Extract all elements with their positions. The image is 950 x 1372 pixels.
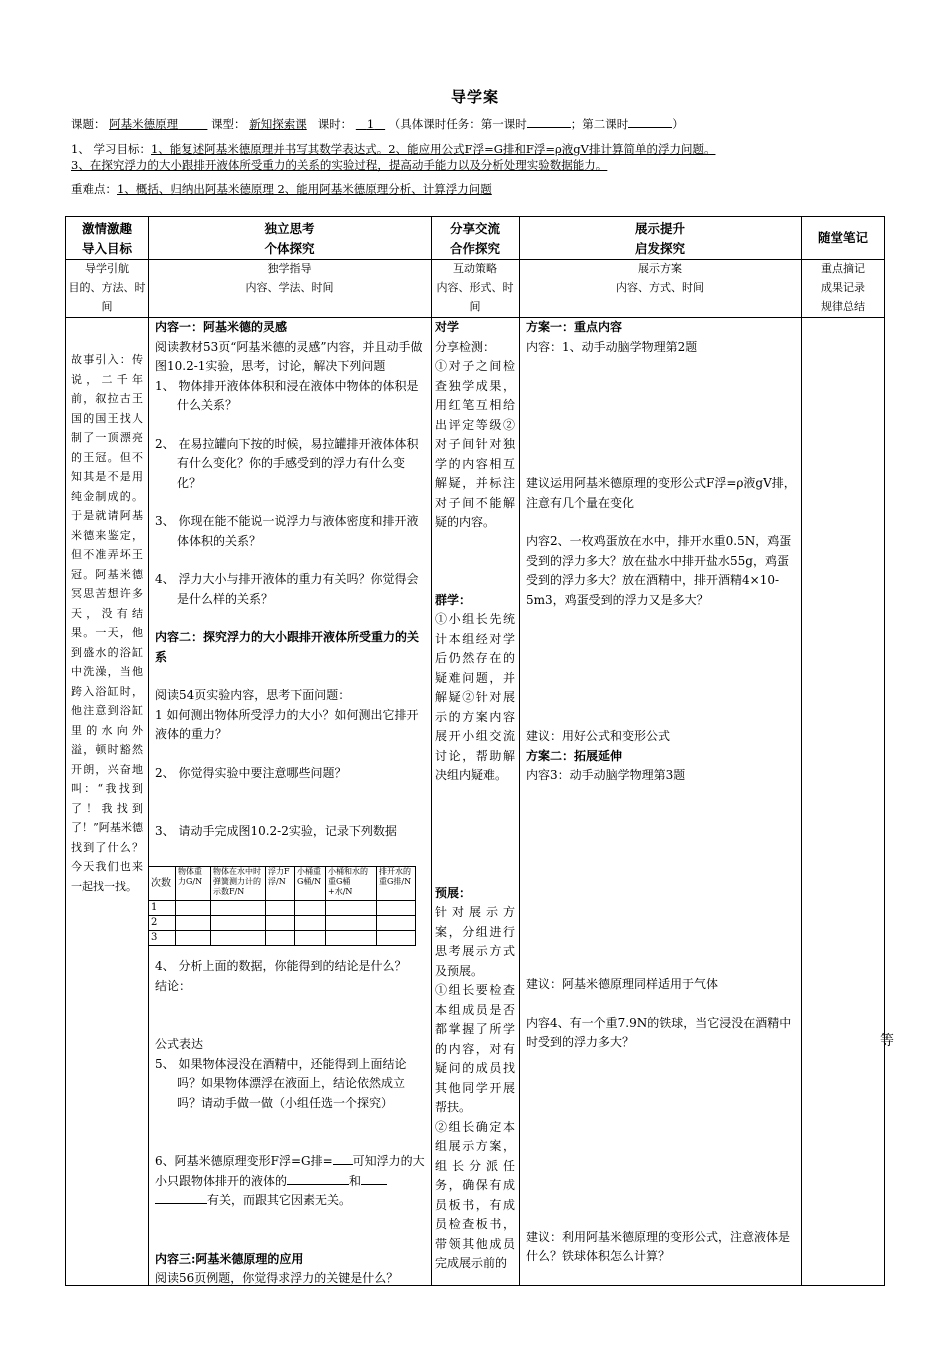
subheader-col2: 独学指导 内容、学法、时间 xyxy=(245,262,334,294)
plan-2-content-4: 内容4、有一个重7.9N的铁球，当它浸没在酒精中时受到的浮力多大？ xyxy=(526,1015,792,1049)
content-2-question-5: 5、 如果物体浸没在酒精中，还能得到上面结论吗？如果物体漂浮在液面上，结论依然成立吗？请动手做一做（小组任选一个探究） xyxy=(155,1056,407,1110)
content-2-question-3: 3、 请动手完成图10.2-2实验，记录下列数据 xyxy=(155,824,397,838)
blank-line xyxy=(287,1172,349,1185)
topic-label: 课题： xyxy=(71,117,106,131)
blank-line xyxy=(333,1152,353,1165)
type-value: 新知探索课 xyxy=(249,117,307,131)
content-3-intro: 阅读56页例题，你觉得求浮力的关键是什么？ xyxy=(155,1271,399,1285)
plan-2-content-3: 内容3：动手动脑学物理第3题 xyxy=(526,768,686,782)
content-2-question-6: 6、阿基米德原理变形F浮=G排= 可知浮力的大小只跟物体排开的液体的 和 有关，而跟其它因素无关。 xyxy=(155,1154,425,1207)
preview-title: 预展： xyxy=(435,885,472,900)
data-table-header-cell: 排开水的重G排/N xyxy=(377,867,416,901)
blank-line xyxy=(527,115,571,128)
type-label: 课型： xyxy=(211,117,246,131)
table-row: 1 xyxy=(149,901,416,916)
plan-2-suggestion-3: 建议：阿基米德原理同样适用于气体 xyxy=(526,977,719,991)
content-2-question-1: 1 如何测出物体所受浮力的大小？如何测出它排开液体的重力？ xyxy=(155,707,419,741)
header-col3: 分享交流 合作探究 xyxy=(449,221,500,256)
content-1-title: 内容一：阿基米德的灵感 xyxy=(155,320,288,334)
main-table xyxy=(65,216,885,1286)
independent-study-lower xyxy=(155,957,425,1289)
hours-value: 1 xyxy=(366,117,375,131)
data-table-header-cell: 物体重力G/N xyxy=(176,867,211,901)
plan-1-content-1: 内容：1、动手动脑学物理第2题 xyxy=(526,339,698,354)
content-2-intro: 阅读54页实验内容，思考下面问题： xyxy=(155,688,351,702)
blank-line xyxy=(628,115,672,128)
question-3: 3、 你现在能不能说一说浮力与液体密度和排开液体体积的关系？ xyxy=(155,514,419,548)
header-col1: 激情激趣 导入目标 xyxy=(81,221,132,256)
preview-text-3: ②组长确定本组展示方案，组长分派任务，确保有成员板书，有成员检查板书，带领其他成员完成展示前的 xyxy=(435,1119,515,1270)
group-study-title: 群学： xyxy=(435,592,472,607)
formula-label: 公式表达 xyxy=(155,1037,204,1051)
content-2-question-2: 2、 你觉得实验中要注意哪些问题？ xyxy=(155,765,347,780)
col-divider xyxy=(148,217,149,1285)
blank-line xyxy=(361,1172,387,1185)
pair-study-text: ①对子之间检查独学成果，用红笔互相给出评定等级②对子间针对独学的内容相互解疑，并标注对子间不能解疑的内容。 xyxy=(435,359,515,529)
hours-detail-c: ） xyxy=(672,117,684,131)
pair-study-title: 对学 xyxy=(435,320,460,334)
blank-line xyxy=(155,1191,207,1204)
interaction-column xyxy=(435,318,515,1274)
content-3-title: 内容三:阿基米德原理的应用 xyxy=(155,1251,304,1266)
presentation-lower xyxy=(526,975,796,1267)
question-2: 2、 在易拉罐向下按的时候，易拉罐排开液体体积有什么变化？你的手感受到的浮力有什么变化？ xyxy=(155,436,419,490)
goals-prefix: 1、 学习目标： xyxy=(71,142,151,156)
data-table-header-cell: 物体在水中时弹簧测力计的示数F/N xyxy=(211,867,266,901)
plan-1-content-2: 内容2、一枚鸡蛋放在水中，排开水重0.5N，鸡蛋受到的浮力多大？放在盐水中排开盐水55g，鸡蛋受到的浮力多大？放在酒精中，排开酒精4×10-5m3，鸡蛋受到的浮力又是多大？ xyxy=(526,534,792,607)
pair-study-label: 分享检测： xyxy=(435,339,496,354)
hours-detail-a: （具体课时任务：第一课时 xyxy=(388,117,527,131)
table-row: 2 xyxy=(149,916,416,931)
key-points-text: 1、概括、归纳出阿基米德原理 2、能用阿基米德原理分析、计算浮力问题 xyxy=(117,182,492,196)
margin-character: 等 xyxy=(880,1033,894,1049)
data-table-header-cell: 小桶重G桶/N xyxy=(295,867,326,901)
hours-detail-b: ；第二课时 xyxy=(570,117,629,131)
subheader-col4: 展示方案 内容、方式、时间 xyxy=(616,262,704,294)
data-table-header xyxy=(149,867,416,901)
plan-2-suggestion-4: 建议：利用阿基米德原理的变形公式，注意液体是什么？铁球体积怎么计算？ xyxy=(526,1229,791,1263)
data-table-header-cell: 次数 xyxy=(149,867,176,901)
group-study-text: ①小组长先统计本组经对学后仍然存在的疑难问题，并解疑②针对展示的方案内容展开小组交流讨论，帮助解决组内疑难。 xyxy=(435,612,515,782)
header-col2: 独立思考 个体探究 xyxy=(264,221,315,256)
hours-label: 课时： xyxy=(317,117,353,131)
subheader-col5: 重点摘记 成果记录 规律总结 xyxy=(821,262,865,313)
plan-2-title: 方案二：拓展延伸 xyxy=(526,748,623,763)
page-title: 导学案 xyxy=(450,88,499,106)
plan-1-suggestion-2: 建议：用好公式和变形公式 xyxy=(526,729,671,743)
question-4: 4、 浮力大小与排开液体的重力有关吗？你觉得会是什么样的关系？ xyxy=(155,572,419,606)
data-table xyxy=(148,866,416,946)
question-1: 1、 物体排开液体体积和浸在液体中物体的体积是什么关系？ xyxy=(155,378,419,412)
col-divider xyxy=(519,217,520,1285)
header-col4: 展示提升 启发探究 xyxy=(634,221,685,256)
presentation-column xyxy=(526,318,796,786)
goals-text-2: 3、在探究浮力的大小跟排开液体所受重力的关系的实验过程，提高动手能力以及分析处理实验数据能力。 xyxy=(71,158,608,172)
key-points-label: 重难点： xyxy=(71,182,117,196)
data-table-header-cell: 浮力F浮/N xyxy=(266,867,295,901)
key-points-line xyxy=(71,181,492,197)
course-line xyxy=(71,115,684,132)
preview-text-2: ①组长要检查本组成员是否都掌握了所学的内容，对有疑问的成员找其他同学开展帮扶。 xyxy=(435,983,515,1114)
plan-1-title: 方案一：重点内容 xyxy=(526,320,623,334)
col-divider xyxy=(801,217,802,1285)
topic-value: 阿基米德原理 xyxy=(109,117,179,131)
content-2-question-4: 4、 分析上面的数据，你能得到的结论是什么？ xyxy=(155,959,407,973)
goals-line-2 xyxy=(71,157,607,173)
goals-line-1 xyxy=(71,141,715,157)
content-2-title: 内容二：探究浮力的大小跟排开液体所受重力的关系 xyxy=(155,630,420,664)
content-1-intro: 阅读教材53页“阿基米德的灵感”内容，并且动手做图10.2-1实验，思考，讨论，解决下列问题 xyxy=(155,339,423,373)
conclusion-label: 结论： xyxy=(155,978,192,993)
subheader-col3: 互动策略 内容、形式、时 间 xyxy=(436,262,514,313)
data-table-header-cell: 小桶和水的重G桶+水/N xyxy=(326,867,377,901)
table-row: 3 xyxy=(149,931,416,946)
plan-1-suggestion-1: 建议运用阿基米德原理的变形公式F浮=ρ液gV排，注意有几个量在变化 xyxy=(526,476,796,510)
goals-text-1: 1、能复述阿基米德原理并书写其数学表达式。2、能应用公式F浮=G排和F浮=ρ液gV排计算简单的浮力问题。 xyxy=(150,142,716,156)
subheader-col1: 导学引航 目的、方法、时 间 xyxy=(68,262,146,313)
independent-study-column xyxy=(155,318,425,842)
col-divider xyxy=(431,217,432,1285)
intro-story: 故事引入：传说，二千年前，叙拉古王国的国王找人制了一顶漂亮的王冠。但不知其是不是用纯金制成的。于是就请阿基米德来鉴定，但不准弄坏王冠。阿基米德冥思苦想许多天，没有结果。一天，他到盛水的浴缸中洗澡，当他跨入浴缸时，他注意到浴缸里的水向外溢，顿时豁然开朗，兴奋地叫：“我找到了！我找到了！”阿基米德找到了什么？今天我们也来一起找一找。 xyxy=(71,353,143,893)
header-col5: 随堂笔记 xyxy=(817,230,868,245)
preview-text: 针对展示方案，分组进行思考展示方式及预展。 xyxy=(435,905,515,978)
